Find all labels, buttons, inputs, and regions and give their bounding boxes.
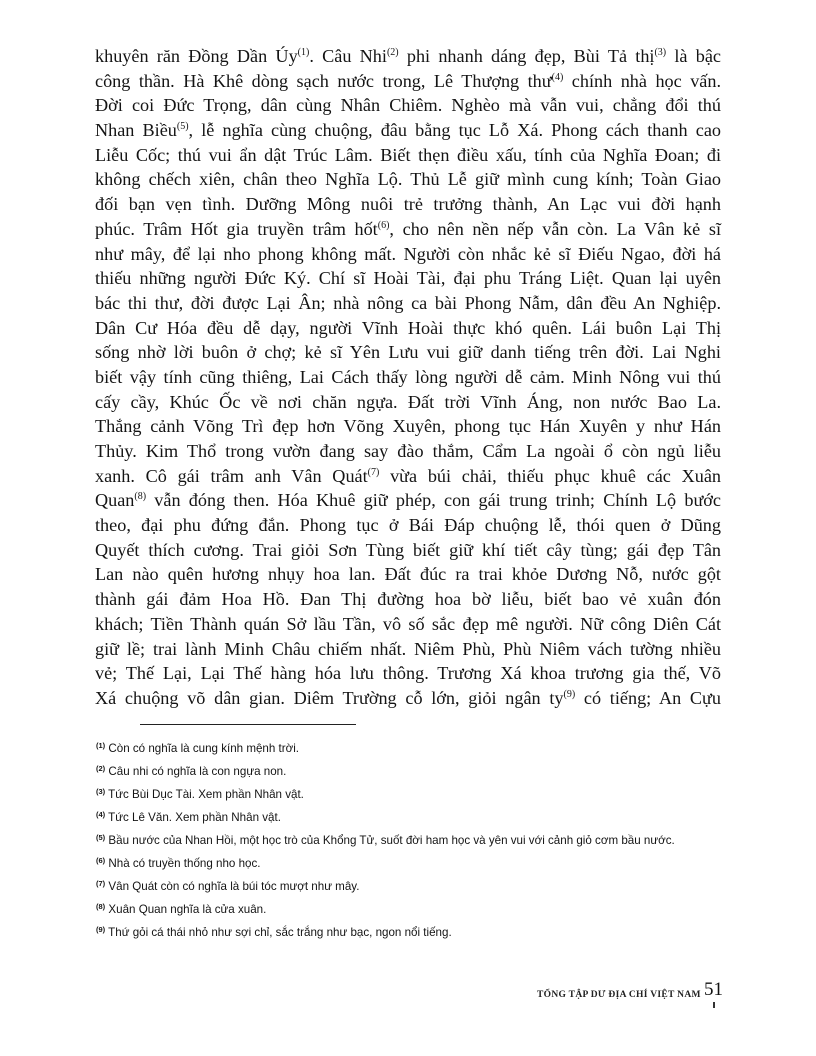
- body-text-run: vẻ; Thế Lại, Lại Thế hàng hóa lưu thông. Trương Xá khoa trương gia thế, Võ: [95, 663, 721, 684]
- body-text-run: khách; Tiền Thành quán Sở lầu Tần, vô số sắc đẹp mê người. Nữ công Diên Cát: [95, 613, 721, 634]
- body-line: [95, 661, 721, 686]
- footnote: [96, 902, 726, 918]
- footnote: [96, 787, 726, 803]
- body-line: [95, 192, 721, 217]
- body-text-run: là bậc: [666, 46, 721, 66]
- body-line: [95, 217, 721, 242]
- footnote: [96, 741, 726, 757]
- body-line: [95, 414, 721, 439]
- body-text-run: chính nhà học vấn.: [563, 70, 722, 91]
- footnote-reference: (1): [297, 47, 310, 58]
- body-line: [95, 562, 721, 587]
- footnote-text: Thứ gỏi cá thái nhỏ như sợi chỉ, sắc trắng như bạc, ngon nổi tiếng.: [105, 926, 452, 939]
- body-text-run: Quan: [95, 490, 135, 511]
- body-line: [95, 686, 721, 711]
- footnote-reference: (6): [377, 219, 390, 231]
- footnote-reference: (7): [367, 466, 380, 478]
- body-line: [95, 587, 721, 612]
- body-line: [95, 143, 721, 168]
- body-line: [95, 612, 721, 637]
- footnote-marker: (4): [96, 810, 106, 819]
- body-text-run: phi nhanh dáng đẹp, Bùi Tả thị: [398, 46, 655, 66]
- body-line: [95, 291, 721, 316]
- footnote-text: Câu nhi có nghĩa là con ngựa non.: [105, 765, 287, 778]
- body-line: [95, 118, 721, 143]
- body-text-run: biết vậy tính cũng thiêng, Lai Cách thấy lòng người dễ cảm. Minh Nông vui thú: [95, 366, 721, 387]
- body-text-run: cấy cầy, Khúc Ốc về nơi chăn ngựa. Đất trời Vĩnh Áng, non nước Bao La.: [95, 391, 721, 412]
- body-text-run: thành gái đảm Hoa Hồ. Đan Thị đường hoa bờ liễu, biết bao vẻ xuân đón: [95, 589, 721, 610]
- footnote-reference: (4): [551, 71, 564, 83]
- footnote-reference: (9): [563, 688, 576, 700]
- body-text-run: bác thi thư, đời được Lại Ân; nhà nông ca bài Phong Nẫm, dân đều An Nghiệp.: [95, 292, 721, 313]
- body-text-run: thiếu những người Đức Ký. Chí sĩ Hoài Tài, đại phu Tráng Liệt. Quan lại uyên: [95, 268, 721, 289]
- body-text-run: Quyết thích cương. Trai giỏi Sơn Tùng biết giữ khí tiết cây tùng; gái đẹp Tân: [95, 539, 721, 560]
- body-text-run: không chếch xiên, chân theo Nghĩa Lộ. Thủ Lễ giữ mình cung kính; Toàn Giao: [95, 169, 721, 190]
- body-line: [95, 513, 721, 538]
- body-text-run: , cho nên nền nếp vẫn còn. La Vân kẻ sĩ: [389, 218, 722, 239]
- body-text-run: Thủy. Kim Thổ trong vườn đang say đào thắm, Cẩm La ngoài ổ còn ngủ liễu: [95, 441, 721, 461]
- body-text-run: giữ lề; trai lành Minh Châu chiếm nhất. Niêm Phù, Phù Niêm vách tường nhiều: [95, 638, 721, 659]
- body-text-run: công thần. Hà Khê dòng sạch nước trong, Lê Thượng thư: [95, 70, 552, 91]
- footnote-marker: (1): [96, 741, 106, 750]
- body-text-run: đối bạn vẹn tình. Dưỡng Mông nuôi trẻ trưởng thành, An Lạc vui đời hạnh: [95, 194, 721, 215]
- body-text-run: sống nhờ lời buôn ở chợ; kẻ sĩ Yên Lưu vui giữ danh tiếng trên đời. Lai Nghi: [95, 342, 721, 363]
- footnote: [96, 764, 726, 780]
- body-text-run: theo, đại phu đứng đắn. Phong tục ở Bái Đáp chuộng lễ, thói quen ở Dũng: [95, 515, 721, 536]
- body-line: [95, 44, 721, 69]
- page-tick-mark: [713, 1002, 715, 1008]
- footnote: [96, 833, 726, 849]
- body-line: [95, 365, 721, 390]
- body-text-run: Đời coi Đức Trọng, dân cùng Nhân Chiêm. Nghèo mà vẫn vui, chẳng đổi thú: [95, 95, 721, 116]
- body-line: [95, 464, 721, 489]
- body-text-run: Nhan Biều: [95, 120, 177, 141]
- body-line: [95, 488, 721, 513]
- body-line: [95, 93, 721, 118]
- body-text-run: xanh. Cô gái trâm anh Vân Quát: [95, 465, 368, 486]
- body-line: [95, 266, 721, 291]
- body-text-run: vẫn đóng then. Hóa Khuê giữ phép, con gái trung trinh; Chính Lộ bước: [146, 490, 721, 511]
- footnote-marker: (7): [96, 879, 106, 888]
- body-text-run: , lễ nghĩa cùng chuộng, đâu bằng tục Lỗ Xá. Phong cách thanh cao: [188, 120, 721, 141]
- footnote-marker: (9): [96, 925, 106, 934]
- footnote: [96, 810, 726, 826]
- body-text: [95, 44, 721, 711]
- body-text-run: như mây, để lại nho phong không mất. Người còn nhắc kẻ sĩ Điếu Ngao, đời há: [95, 243, 721, 264]
- footnote: [96, 879, 726, 895]
- footnote: [96, 856, 726, 872]
- footnote-text: Nhà có truyền thống nho học.: [105, 857, 261, 870]
- footnotes: [96, 741, 726, 948]
- footnote: [96, 925, 726, 941]
- body-text-run: Thắng cảnh Võng Trì đẹp hơn Võng Xuyên, phong tục Hán Xuyên y như Hán: [95, 416, 721, 437]
- body-line: [95, 637, 721, 662]
- running-title: TỔNG TẬP DƯ ĐỊA CHÍ VIỆT NAM: [537, 990, 701, 1000]
- footnote-text: Tức Bùi Dục Tài. Xem phần Nhân vật.: [105, 788, 304, 801]
- body-text-run: có tiếng; An Cựu: [575, 687, 721, 708]
- body-line: [95, 340, 721, 365]
- page-number: 51: [704, 979, 723, 1000]
- footnote-marker: (5): [96, 833, 106, 842]
- footnote-marker: (2): [96, 764, 106, 773]
- body-text-run: phúc. Trâm Hốt gia truyền trâm hốt: [95, 218, 378, 239]
- body-line: [95, 316, 721, 341]
- footnote-reference: (8): [134, 491, 147, 503]
- body-line: [95, 69, 721, 94]
- body-text-run: . Câu Nhi: [309, 46, 387, 66]
- footnote-marker: (3): [96, 787, 106, 796]
- footnote-reference: (5): [176, 121, 189, 133]
- footnote-marker: (6): [96, 856, 106, 865]
- body-text-run: khuyên răn Đồng Dần Úy: [95, 46, 298, 66]
- body-line: [95, 167, 721, 192]
- body-text-run: Liễu Cốc; thú vui ẩn dật Trúc Lâm. Biết thẹn điều xấu, tính của Nghĩa Đoan; đi: [95, 144, 721, 165]
- body-line: [95, 390, 721, 415]
- footnote-separator: [140, 724, 356, 725]
- body-line: [95, 242, 721, 267]
- footnote-text: Xuân Quan nghĩa là cửa xuân.: [105, 903, 267, 916]
- footnote-marker: (8): [96, 902, 106, 911]
- footnote-text: Còn có nghĩa là cung kính mệnh trời.: [105, 742, 300, 755]
- footnote-text: Bầu nước của Nhan Hồi, một học trò của Khổng Tử, suốt đời ham học và yên vui với cảnh giỏ cơm bầu nước.: [105, 834, 675, 847]
- body-text-run: Dân Cư Hóa đều dễ dạy, người Vĩnh Hoài thực khó quên. Lái buôn Lại Thị: [95, 317, 721, 338]
- footnote-text: Vân Quát còn có nghĩa là búi tóc mượt như mây.: [105, 880, 360, 893]
- body-text-run: Lan nào quên hương nhụy hoa lan. Đất đúc ra trai khỏe Dương Nỗ, nước gột: [95, 564, 721, 585]
- body-line: [95, 538, 721, 563]
- footnote-text: Tức Lê Văn. Xem phần Nhân vật.: [105, 811, 281, 824]
- footnote-reference: (2): [386, 47, 399, 58]
- body-text-run: vừa búi chải, thiếu phục khuê các Xuân: [379, 465, 721, 486]
- body-line: [95, 439, 721, 464]
- body-text-run: Xá chuộng võ dân gian. Diêm Trường cỗ lớn, giỏi ngân ty: [95, 687, 564, 708]
- footnote-reference: (3): [654, 47, 667, 58]
